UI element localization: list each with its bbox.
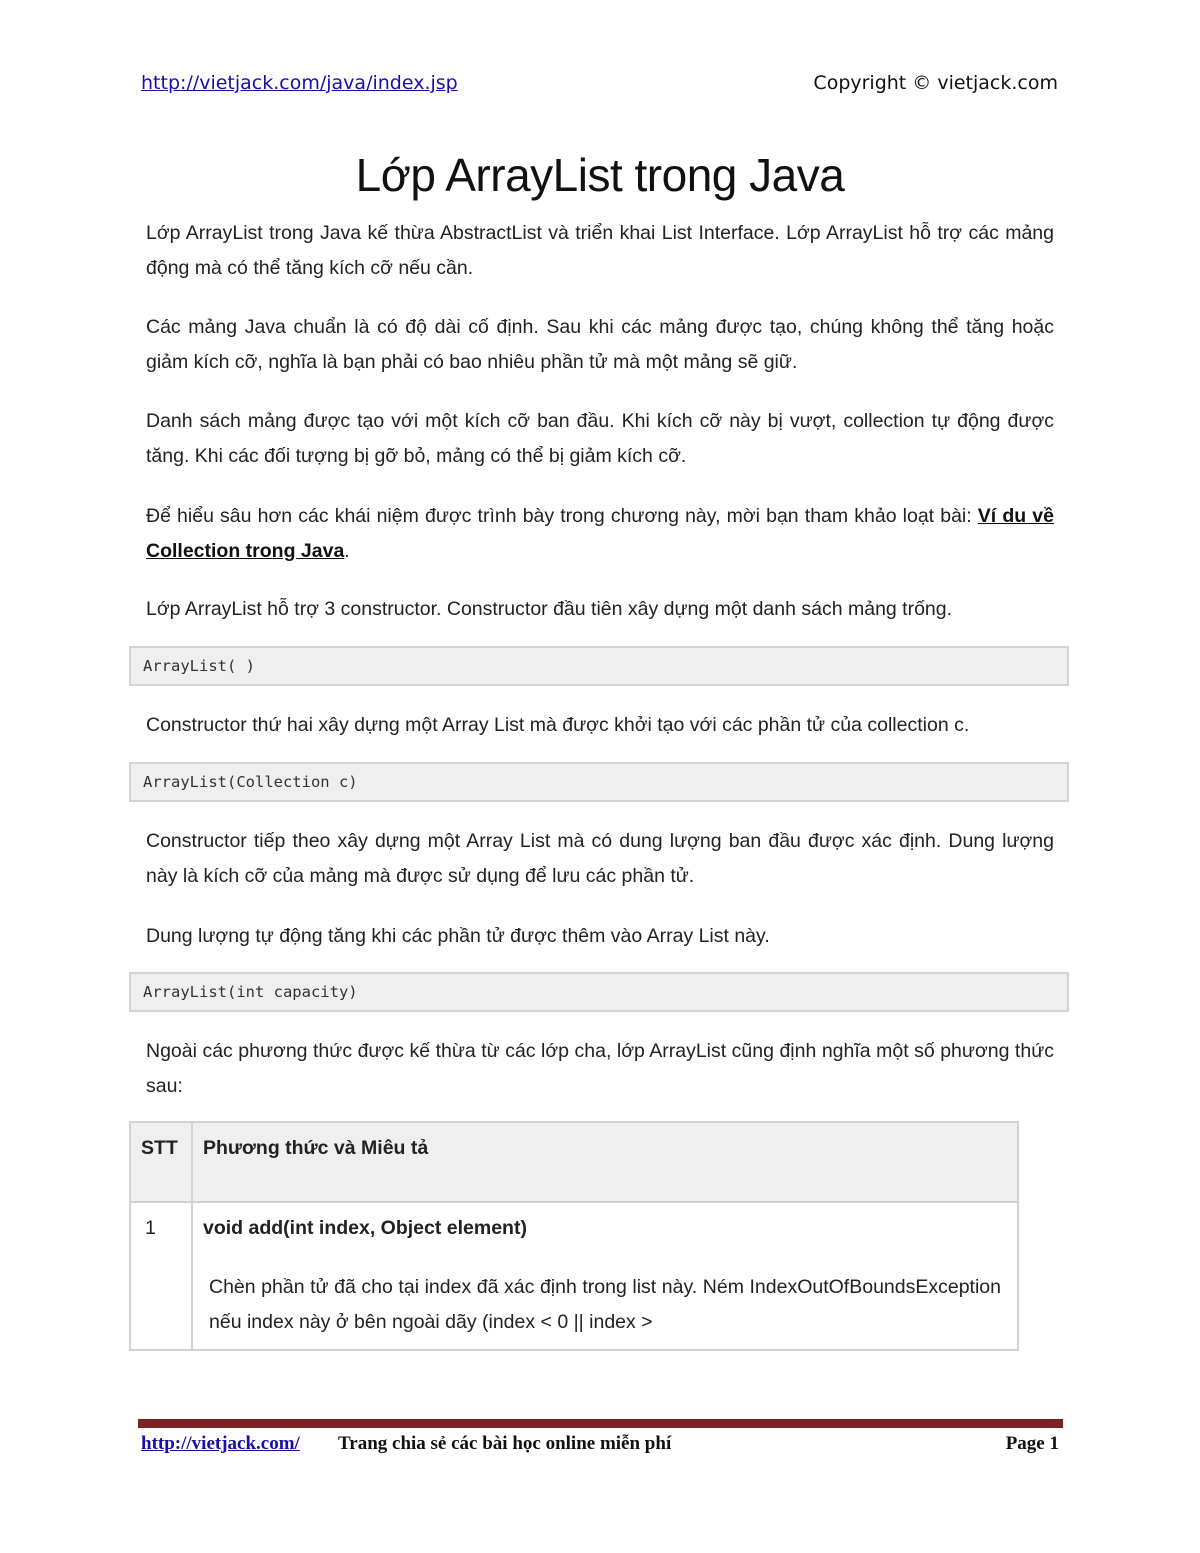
code-text: ArrayList(int capacity) bbox=[143, 983, 358, 1001]
paragraph-dynamic-size: Danh sách mảng được tạo với một kích cỡ ban đầu. Khi kích cỡ này bị vượt, collection tự động được tăng. Khi các đối tượng bị gỡ bỏ, mảng có thể bị giảm kích cỡ. bbox=[146, 410, 1054, 467]
code-block-default-constructor bbox=[129, 646, 1069, 686]
row-number: 1 bbox=[130, 1202, 192, 1350]
footer-home-link[interactable]: http://vietjack.com/ bbox=[141, 1433, 300, 1454]
paragraph-constructors: Lớp ArrayList hỗ trợ 3 constructor. Constructor đầu tiên xây dựng một danh sách mảng trống. bbox=[146, 598, 953, 620]
header-url-link[interactable]: http://vietjack.com/java/index.jsp bbox=[141, 72, 458, 94]
reference-text: Để hiểu sâu hơn các khái niệm được trình bày trong chương này, mời bạn tham khảo loạt bài: bbox=[146, 505, 978, 527]
collection-example-link[interactable]: Ví du về Collection trong Java bbox=[146, 505, 1054, 562]
row-method-cell bbox=[192, 1202, 1018, 1350]
footer-tagline: Trang chia sẻ các bài học online miễn phí bbox=[338, 1433, 672, 1454]
paragraph-reference bbox=[146, 499, 1054, 569]
reference-end: . bbox=[344, 540, 350, 562]
page-number: Page 1 bbox=[1005, 1433, 1059, 1454]
header-method-description: Phương thức và Miêu tả bbox=[192, 1122, 1018, 1202]
code-block-collection-constructor bbox=[129, 762, 1069, 802]
code-text: ArrayList(Collection c) bbox=[143, 773, 358, 791]
paragraph-methods-intro: Ngoài các phương thức được kế thừa từ các lớp cha, lớp ArrayList cũng định nghĩa một số phương thức sau: bbox=[146, 1040, 1054, 1097]
header-copyright: Copyright © vietjack.com bbox=[813, 72, 1058, 94]
code-text: ArrayList( ) bbox=[143, 657, 255, 675]
paragraph-collection-constructor: Constructor thứ hai xây dựng một Array List mà được khởi tạo với các phần tử của collection c. bbox=[146, 714, 970, 736]
methods-table bbox=[129, 1121, 1019, 1351]
page-title: Lớp ArrayList trong Java bbox=[355, 149, 845, 201]
paragraph-capacity-constructor: Constructor tiếp theo xây dựng một Array List mà có dung lượng ban đầu được xác định. Dung lượng này là kích cỡ của mảng mà được sử dụng để lưu các phần tử. bbox=[146, 830, 1054, 887]
footer-divider bbox=[138, 1419, 1063, 1428]
paragraph-fixed-arrays: Các mảng Java chuẩn là có độ dài cố định. Sau khi các mảng được tạo, chúng không thể tăng hoặc giảm kích cỡ, nghĩa là bạn phải có bao nhiêu phần tử mà một mảng sẽ giữ. bbox=[146, 316, 1054, 373]
method-signature: void add(int index, Object element) bbox=[203, 1217, 527, 1239]
paragraph-intro: Lớp ArrayList trong Java kế thừa AbstractList và triển khai List Interface. Lớp ArrayList hỗ trợ các mảng động mà có thể tăng kích cỡ nếu cần. bbox=[146, 222, 1054, 279]
table-row bbox=[130, 1202, 1018, 1350]
header-stt: STT bbox=[130, 1122, 192, 1202]
code-block-capacity-constructor bbox=[129, 972, 1069, 1012]
paragraph-capacity-growth: Dung lượng tự động tăng khi các phần tử được thêm vào Array List này. bbox=[146, 925, 770, 947]
table-header-row bbox=[130, 1122, 1018, 1202]
method-description: Chèn phần tử đã cho tại index đã xác định trong list này. Ném IndexOutOfBoundsException nếu index này ở bên ngoài dãy (index < 0 || index > bbox=[209, 1276, 1001, 1333]
